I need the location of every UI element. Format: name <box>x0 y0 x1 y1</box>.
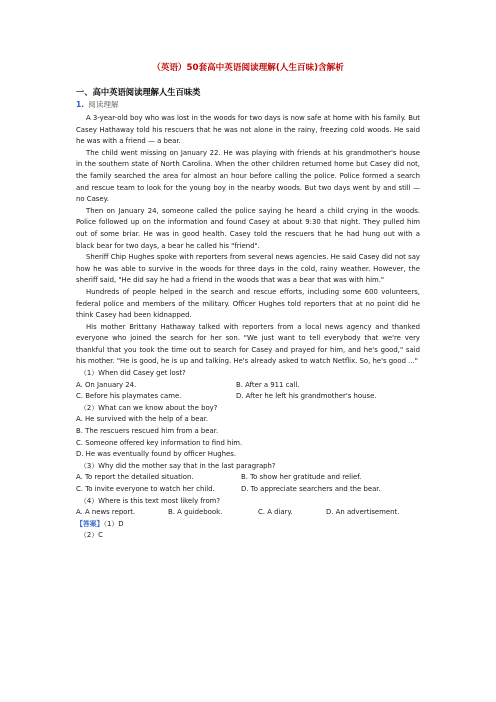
option-c: C. To invite everyone to watch her child. <box>76 485 215 493</box>
question-4-stem: （4）Where is this text most likely from? <box>80 496 221 505</box>
option-b: B. To show her gratitude and relief. <box>241 473 362 482</box>
option-b: B. The rescuers rescued him from a bear. <box>76 427 219 436</box>
option-c: C. Someone offered key information to find him. <box>76 438 243 447</box>
paragraph-3: Then on January 24, someone called the police saying he heard a child crying in the woods. Police followed up on the information and found Casey at about 9:30 that night. They pulled him out of some briar. He was in good health. Casey told the rescuers that he had hung out with a black bear for two days, a bear he called his "friend". <box>76 206 420 250</box>
question-1-options-row-1 <box>76 380 420 392</box>
option-c: C. A diary. <box>258 508 293 517</box>
reading-passage <box>76 113 420 542</box>
answer-line <box>76 519 420 531</box>
section-heading: 一、高中英语阅读理解人生百味类 <box>76 87 201 97</box>
question-3-options-row-2 <box>76 484 420 496</box>
answer-1: （1）D <box>103 519 124 528</box>
option-a: A. He survived with the help of a bear. <box>76 415 209 424</box>
option-a: A. On January 24. <box>76 380 137 389</box>
question-type: 阅读理解 <box>88 100 119 109</box>
question-1-options-row-2 <box>76 391 420 403</box>
option-b: B. A guidebook. <box>168 508 223 517</box>
option-a: A. To report the detailed situation. <box>76 473 194 482</box>
paragraph-2: The child went missing on January 22. He was playing with friends at his grandmother's house in the southern state of North Carolina. When the other children returned home but Casey did not, the family searched the area for almost an hour before calling the police. Police formed a search and rescue team to look for the young boy in the nearby woods. But two days went by and still — no Casey. <box>76 148 420 204</box>
document-title: （英语）50套高中英语阅读理解(人生百味)含解析 <box>152 63 344 73</box>
question-1-stem: （1）When did Casey get lost? <box>80 369 186 378</box>
option-b: B. After a 911 call. <box>236 380 300 389</box>
question-2-stem: （2）What can we know about the boy? <box>80 403 218 412</box>
question-3-stem: （3）Why did the mother say that in the last paragraph? <box>80 461 276 470</box>
paragraph-4: Sheriff Chip Hughes spoke with reporters from several news agencies. He said Casey did not say how he was able to survive in the woods for three days in the cold, rainy weather. However, the sheriff said, "He did say he had a friend in the woods that was a bear that was with him." <box>76 253 420 285</box>
paragraph-5: Hundreds of people helped in the search and rescue efforts, including some 600 volunteers, federal police and members of the military. Officer Hughes told reporters that at no point did he think Casey had been kidnapped. <box>76 287 420 320</box>
question-number: 1. <box>76 100 85 109</box>
paragraph-1: A 3-year-old boy who was lost in the woods for two days is now safe at home with his family. But Casey Hathaway told his rescuers that he was not alone in the rainy, freezing cold woods. He said he was with a friend — a bear. <box>76 114 420 146</box>
option-d: D. To appreciate searchers and the bear. <box>241 485 381 493</box>
answer-2: （2）C <box>80 531 103 540</box>
option-d: D. An advertisement. <box>326 508 400 517</box>
question-4-options-row <box>76 507 420 519</box>
option-a: A. A news report. <box>76 508 136 517</box>
paragraph-6: His mother Brittany Hathaway talked with reporters from a local news agency and thanked everyone who joined the search for her son. "We just want to tell everybody that we're very thankful that you took the time out to search for Casey and prayed for him, and he's good," said his mother. "He is good, he is up and talking. He's already asked to watch Netflix. So, he's good ..." <box>76 322 420 366</box>
option-d: D. After he left his grandmother's house. <box>236 392 377 401</box>
option-d: D. He was eventually found by officer Hughes. <box>76 450 237 459</box>
question-heading <box>76 99 119 110</box>
option-c: C. Before his playmates came. <box>76 392 182 401</box>
question-3-options-row-1 <box>76 472 420 484</box>
answer-label: 【答案】 <box>76 519 104 528</box>
